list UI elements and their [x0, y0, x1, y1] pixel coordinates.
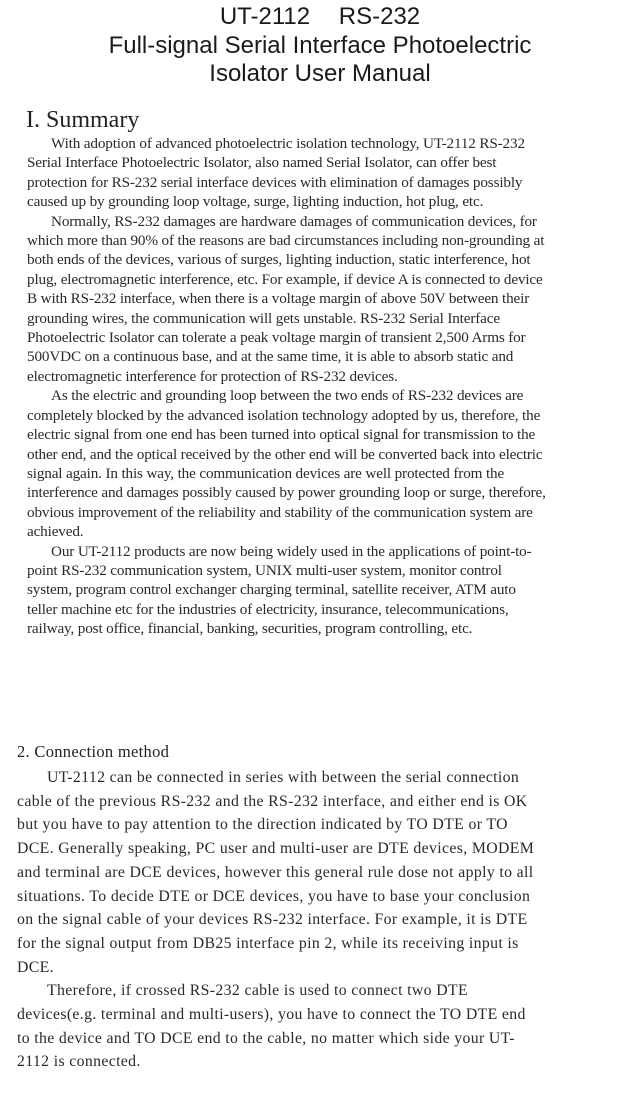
manual-title-line3: Isolator User Manual	[209, 60, 431, 87]
summary-paragraph: Normally, RS-232 damages are hardware damages of communication devices, for which more than 90% of the reasons are bad circumstances including non-grounding at both ends of the devices, various of surges, lighting induction, static interference, hot plug, electromagnetic interference, etc. For example, if device A is connected to device B with RS-232 interface, when there is a voltage margin of above 50V between their grounding wires, the communication will gets unstable. RS-232 Serial Interface Photoelectric Isolator can tolerate a peak voltage margin of transient 2,500 Arms for 500VDC on a continuous base, and at the same time, it is able to absorb static and electromagnetic interference for protection of RS-232 devices.	[27, 212, 545, 385]
connection-paragraph: Therefore, if crossed RS-232 cable is used to connect two DTE devices(e.g. terminal and multi-users), you have to connect the TO DTE end to the device and TO DCE end to the cable, no matter which side your UT-2112 is connected.	[17, 982, 526, 1071]
connection-heading: 2. Connection method	[17, 742, 170, 761]
summary-section	[27, 134, 547, 639]
manual-title-line2: Full-signal Serial Interface Photoelectric	[108, 32, 532, 59]
connection-paragraph: UT-2112 can be connected in series with between the serial connection cable of the previous RS-232 and the RS-232 interface, and either end is OK but you have to pay attention to the direction indicated by TO DTE or TO DCE. Generally speaking, PC user and multi-user are DTE devices, MODEM and terminal are DCE devices, however this general rule dose not apply to all situations. To decide DTE or DCE devices, you have to base your conclusion on the signal cable of your devices RS-232 interface. For example, it is DTE for the signal output from DB25 interface pin 2, while its receiving input is DCE.	[17, 769, 535, 976]
connection-section	[17, 766, 537, 1074]
summary-heading: I. Summary	[26, 107, 140, 133]
summary-paragraph: With adoption of advanced photoelectric isolation technology, UT-2112 RS-232 Serial Interface Photoelectric Isolator, also named Serial Isolator, can offer best protection for RS-232 serial interface devices with elimination of damages possibly caused up by grounding loop voltage, surge, lighting induction, hot plug, etc.	[27, 135, 525, 211]
manual-title-model: UT-2112 RS-232	[219, 3, 421, 30]
summary-paragraph: As the electric and grounding loop between the two ends of RS-232 devices are completely blocked by the advanced isolation technology adopted by us, therefore, the electric signal from one end has been turned into optical signal for transmission to the other end, and the optical received by the other end will be converted back into electric signal again. In this way, the communication devices are well protected from the interference and damages possibly caused by power grounding loop or surge, therefore, obvious improvement of the reliability and stability of the communication system are achieved.	[27, 387, 546, 541]
summary-paragraph: Our UT-2112 products are now being widely used in the applications of point-to-point RS-232 communication system, UNIX multi-user system, monitor control system, program control exchanger charging terminal, satellite receiver, ATM auto teller machine etc for the industries of electricity, insurance, telecommunications, railway, post office, financial, banking, securities, program controlling, etc.	[27, 542, 532, 638]
